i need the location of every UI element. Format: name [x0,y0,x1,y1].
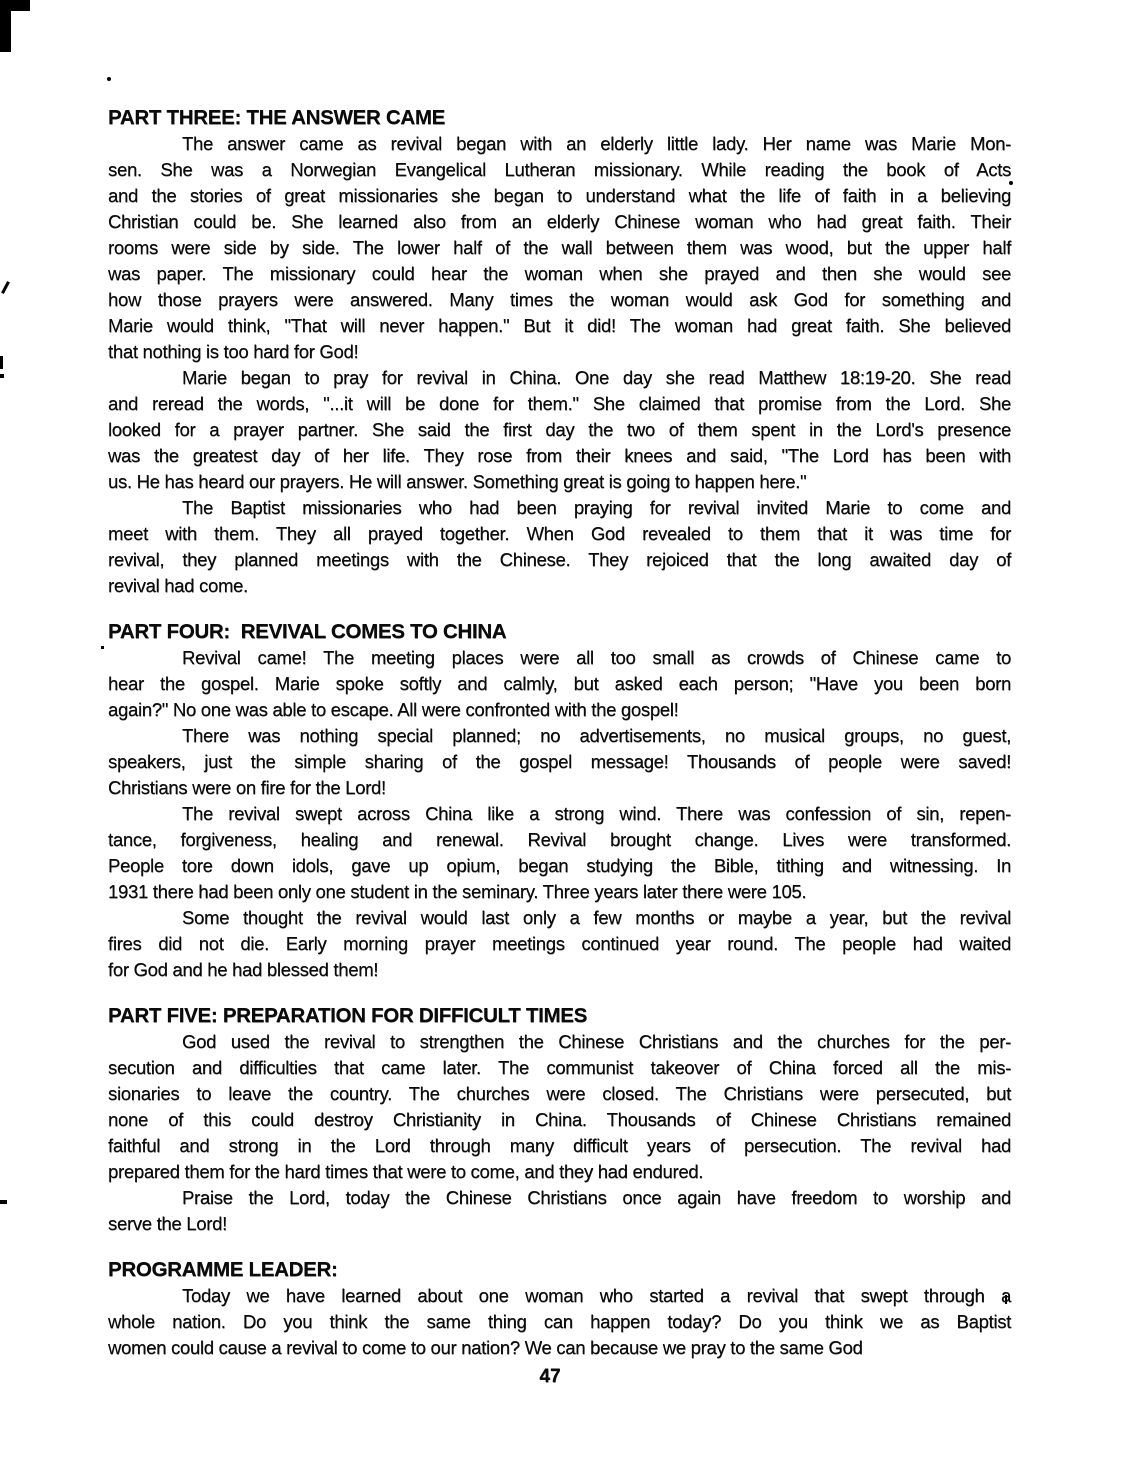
paragraph [108,801,1011,905]
text-line: was the greatest day of her life. They rose from their knees and said, "The Lord has been with [108,445,1011,466]
text-line: Some thought the revival would last only a few months or maybe a year, but the revival [182,907,1011,928]
scan-artifact-dot [101,646,104,649]
text-line: secution and difficulties that came later. The communist takeover of China forced all the mis- [108,1057,1011,1078]
text-line: meet with them. They all prayed together. When God revealed to them that it was time for [108,523,1011,544]
page-number: 47 [539,1366,561,1387]
text-line: was paper. The missionary could hear the woman when she prayed and then she would see [108,263,1011,284]
text-line: Marie began to pray for revival in China. One day she read Matthew 18:19-20. She read [182,367,1011,388]
text-line: how those prayers were answered. Many times the woman would ask God for something and [108,289,1011,310]
text-line: and reread the words, "...it will be done for them." She claimed that promise from the Lord. She [108,393,1011,414]
scan-artifact-dot [0,374,4,378]
paragraph [108,1185,1011,1237]
paragraph [108,1029,1011,1185]
scan-artifact-left-dash [0,1200,7,1204]
text-line: us. He has heard our prayers. He will answer. Something great is going to happen here." [108,471,807,492]
text-line: for God and he had blessed them! [108,959,379,980]
text-line: prepared them for the hard times that were to come, and they had endured. [108,1161,704,1182]
paragraph [108,723,1011,801]
text-line: 1931 there had been only one student in the seminary. Three years later there were 105. [108,881,807,902]
paragraph [108,905,1011,983]
text-line: The answer came as revival began with an elderly little lady. Her name was Marie Mon- [182,133,1011,154]
text-line: Christian could be. She learned also from an elderly Chinese woman who had great faith. Their [108,211,1011,232]
scan-artifact-dot [107,77,111,81]
paragraph [108,365,1011,495]
text-line: fires did not die. Early morning prayer meetings continued year round. The people had waited [108,933,1011,954]
text-line: sen. She was a Norwegian Evangelical Lutheran missionary. While reading the book of Acts [108,159,1011,180]
text-line: rooms were side by side. The lower half of the wall between them was wood, but the upper half [108,237,1011,258]
text-line: revival had come. [108,575,248,596]
text-line: whole nation. Do you think the same thing can happen today? Do you think we as Baptist [108,1311,1011,1332]
text-line: and the stories of great missionaries she began to understand what the life of faith in a believing [108,185,1011,206]
text-line: women could cause a revival to come to our nation? We can because we pray to the same God [108,1337,863,1358]
paragraph [108,1283,1011,1361]
text-line: There was nothing special planned; no advertisements, no musical groups, no guest, [182,725,1011,746]
section-heading-part-four: PART FOUR: REVIVAL COMES TO CHINA [108,620,507,643]
text-line: Praise the Lord, today the Chinese Christians once again have freedom to worship and [182,1187,1011,1208]
scan-artifact-left-tick [0,356,3,369]
text-line: tance, forgiveness, healing and renewal. Revival brought change. Lives were transformed. [108,829,1011,850]
text-line: none of this could destroy Christianity in China. Thousands of Chinese Christians remained [108,1109,1011,1130]
text-line: Revival came! The meeting places were all too small as crowds of Chinese came to [182,647,1011,668]
text-line: God used the revival to strengthen the Chinese Christians and the churches for the per- [182,1031,1011,1052]
text-line: hear the gospel. Marie spoke softly and calmly, but asked each person; "Have you been born [108,673,1011,694]
paragraph [108,495,1011,599]
text-line: again?" No one was able to escape. All were confronted with the gospel! [108,699,679,720]
paragraph [108,645,1011,723]
text-line: serve the Lord! [108,1213,227,1234]
text-line: revival, they planned meetings with the Chinese. They rejoiced that the long awaited day of [108,549,1011,570]
scan-artifact-corner-horizontal [0,0,30,11]
text-line: faithful and strong in the Lord through many difficult years of persecution. The revival had [108,1135,1011,1156]
document-page [108,105,1011,1361]
text-line: Today we have learned about one woman who started a revival that swept through a [182,1285,1011,1306]
text-line: speakers, just the simple sharing of the gospel message! Thousands of people were saved! [108,751,1011,772]
section-heading-part-three: PART THREE: THE ANSWER CAME [108,106,445,129]
text-line: that nothing is too hard for God! [108,341,359,362]
paragraph [108,131,1011,365]
text-line: The revival swept across China like a strong wind. There was confession of sin, repen- [182,803,1011,824]
text-line: Christians were on fire for the Lord! [108,777,386,798]
text-line: The Baptist missionaries who had been praying for revival invited Marie to come and [182,497,1011,518]
scan-artifact-left-tick [1,281,10,294]
section-heading-programme-leader: PROGRAMME LEADER: [108,1258,338,1281]
text-line: sionaries to leave the country. The churches were closed. The Christians were persecuted, but [108,1083,1011,1104]
text-line: looked for a prayer partner. She said the first day the two of them spent in the Lord's presence [108,419,1011,440]
text-line: Marie would think, "That will never happen." But it did! The woman had great faith. She believed [108,315,1011,336]
section-heading-part-five: PART FIVE: PREPARATION FOR DIFFICULT TIMES [108,1004,588,1027]
text-line: People tore down idols, gave up opium, began studying the Bible, tithing and witnessing. In [108,855,1011,876]
